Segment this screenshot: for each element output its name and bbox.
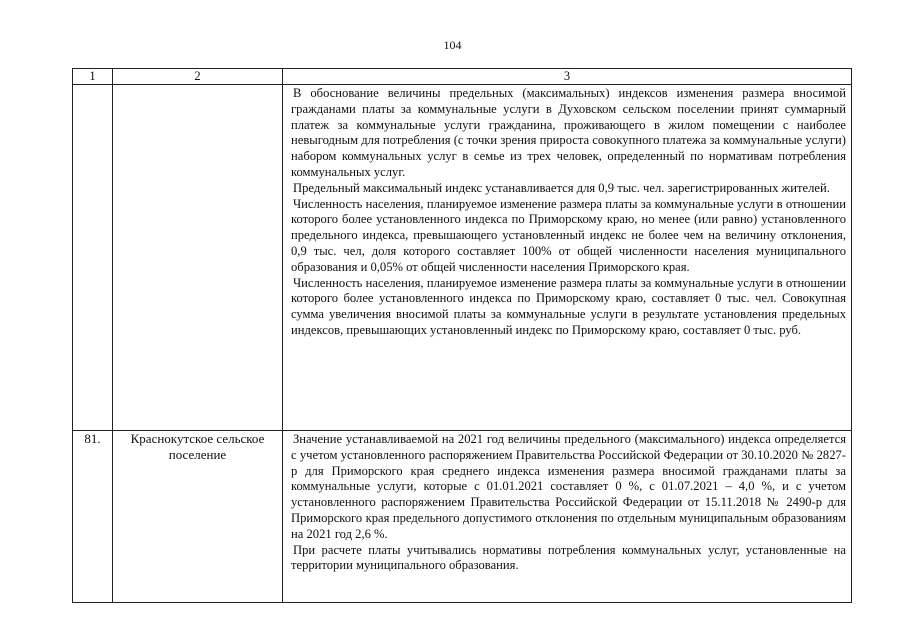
paragraph: Значение устанавливаемой на 2021 год величины предельного (максимального) индекса определяется с учетом установленного распоряжением Правительства Российской Федерации от 30.10.2020 № 2827-р для Приморского края среднего индекса изменения размера вносимой гражданами платы за коммунальные услуги, которые с 01.01.2021 составляет 0 %, с 01.07.2021 – 4,0 %, и с учетом установленного распоряжением Правительства Российской Федерации от 15.11.2018 № 2490-р для Приморского края предельного допустимого отклонения по отдельным муниципальным образованиям на 2021 год 2,6 %. [291,432,846,541]
row-number-cell [73,85,113,431]
description-cell [283,431,852,603]
row-number-cell: 81. [73,431,113,603]
header-cell-col-1: 1 [73,69,113,85]
settlement-name-cell [113,85,283,431]
description-cell [283,85,852,431]
paragraph: Численность населения, планируемое изменение размера платы за коммунальные услуги в отношении которого более установленного индекса по Приморскому краю, составляет 0 тыс. чел. Совокупная сумма увеличения вносимой платы за коммунальные услуги в результате установления предельных индексов, превышающих установленный индекс по Приморскому краю, составляет 0 тыс. руб. [291,275,846,337]
paragraph: При расчете платы учитывались нормативы потребления коммунальных услуг, установленные на территории муниципального образования. [291,542,846,573]
table-header-row [73,69,852,85]
paragraph: Предельный максимальный индекс устанавливается для 0,9 тыс. чел. зарегистрированных жителей. [293,180,830,195]
paragraph: В обоснование величины предельных (максимальных) индексов изменения размера вносимой гражданами платы за коммунальные услуги в Духовском сельском поселении принят суммарный платеж за коммунальные услуги гражданина, проживающего в жилом помещении с наиболее невыгодным для потребления (с точки зрения прироста совокупного платежа за коммунальные услуги) набором коммунальных услуг в семье из трех человек, определенный по нормативам потребления коммунальных услуг. [291,86,846,179]
table-row [73,431,852,603]
page-number: 104 [443,38,462,52]
paragraph: Численность населения, планируемое изменение размера платы за коммунальные услуги в отношении которого более установленного индекса по Приморскому краю, но менее (или равно) установленного предельного индекса, превышающего установленный индекс не более чем на величину отклонения, 0,9 тыс. чел, доля которого составляет 100% от общей численности населения муниципального образования и 0,05% от общей численности населения Приморского края. [291,196,846,274]
table-row [73,85,852,431]
description-text [283,431,851,575]
header-cell-col-3: 3 [283,69,852,85]
document-table [72,68,852,603]
description-text [283,85,851,340]
header-cell-col-2: 2 [113,69,283,85]
settlement-name-cell: Краснокутское сельское поселение [113,431,283,603]
